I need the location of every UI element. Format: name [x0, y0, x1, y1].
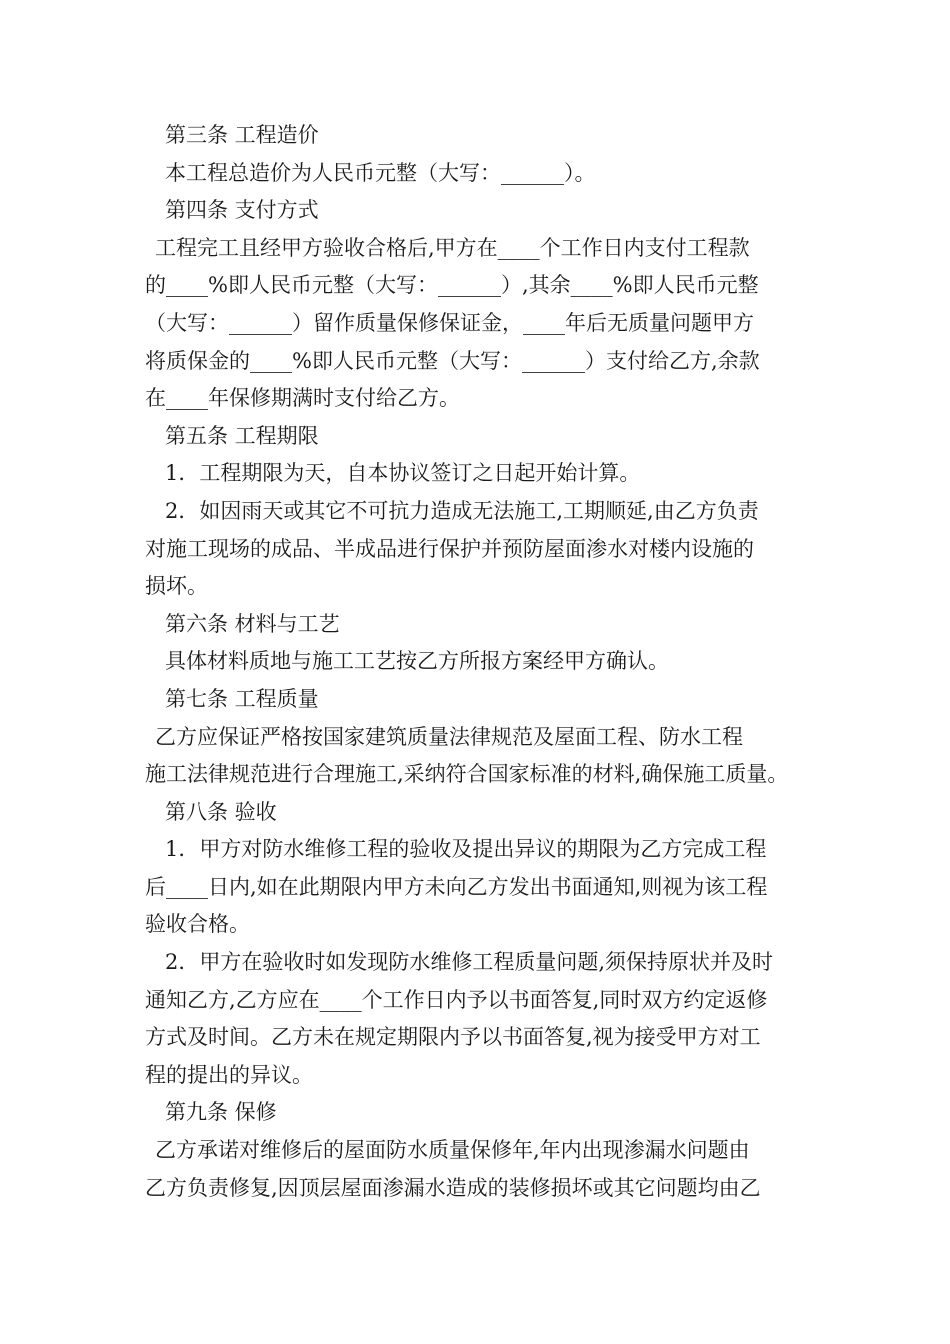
article-9-paragraph-line: 乙方承诺对维修后的屋面防水质量保修年,年内出现渗漏水问题由 [155, 1138, 750, 1163]
article-4-paragraph-line: 在____年保修期满时支付给乙方。 [145, 386, 460, 411]
article-3-paragraph: 本工程总造价为人民币元整（大写：______）。 [165, 160, 596, 185]
article-4-paragraph-line: （大写：______）留作质量保修保证金，____年后无质量问题甲方 [145, 310, 754, 335]
article-6-paragraph: 具体材料质地与施工工艺按乙方所报方案经甲方确认。 [165, 649, 669, 674]
article-7-heading: 第七条 工程质量 [165, 686, 319, 711]
article-4-paragraph-line: 工程完工且经甲方验收合格后,甲方在____个工作日内支付工程款 [155, 235, 750, 260]
article-8-clause-2-line: 程的提出的异议。 [145, 1062, 313, 1087]
article-8-clause-1-line: 1．甲方对防水维修工程的验收及提出异议的期限为乙方完成工程 [165, 837, 767, 862]
article-5-clause-2-line: 损坏。 [145, 574, 208, 599]
article-4-paragraph-line: 的____%即人民币元整（大写：______）,其余____%即人民币元整 [145, 273, 759, 298]
article-4-heading: 第四条 支付方式 [165, 198, 319, 223]
article-8-clause-2-line: 方式及时间。乙方未在规定期限内予以书面答复,视为接受甲方对工 [145, 1025, 761, 1050]
article-5-clause-2-line: 对施工现场的成品、半成品进行保护并预防屋面渗水对楼内设施的 [145, 536, 754, 561]
article-9-heading: 第九条 保修 [165, 1100, 277, 1125]
article-5-clause-2-line: 2．如因雨天或其它不可抗力造成无法施工,工期顺延,由乙方负责 [165, 498, 759, 523]
article-4-paragraph-line: 将质保金的____%即人民币元整（大写：______）支付给乙方,余款 [145, 348, 760, 373]
article-8-heading: 第八条 验收 [165, 799, 277, 824]
article-3-heading: 第三条 工程造价 [165, 123, 319, 147]
article-5-heading: 第五条 工程期限 [165, 423, 319, 448]
article-8-clause-2-line: 通知乙方,乙方应在____个工作日内予以书面答复,同时双方约定返修 [145, 987, 768, 1012]
article-8-clause-1-line: 后____日内,如在此期限内甲方未向乙方发出书面通知,则视为该工程 [145, 874, 768, 899]
article-9-paragraph-line: 乙方负责修复,因顶层屋面渗漏水造成的装修损坏或其它问题均由乙 [145, 1175, 761, 1200]
article-6-heading: 第六条 材料与工艺 [165, 611, 340, 636]
document-body [145, 117, 810, 1207]
article-7-paragraph-line: 施工法律规范进行合理施工,采纳符合国家标准的材料,确保施工质量。 [145, 762, 789, 787]
article-7-paragraph-line: 乙方应保证严格按国家建筑质量法律规范及屋面工程、防水工程 [155, 724, 743, 749]
article-5-clause-1: 1．工程期限为天，自本协议签订之日起开始计算。 [165, 461, 641, 486]
article-8-clause-1-line: 验收合格。 [145, 912, 250, 937]
article-8-clause-2-line: 2．甲方在验收时如发现防水维修工程质量问题,须保持原状并及时 [165, 950, 774, 975]
